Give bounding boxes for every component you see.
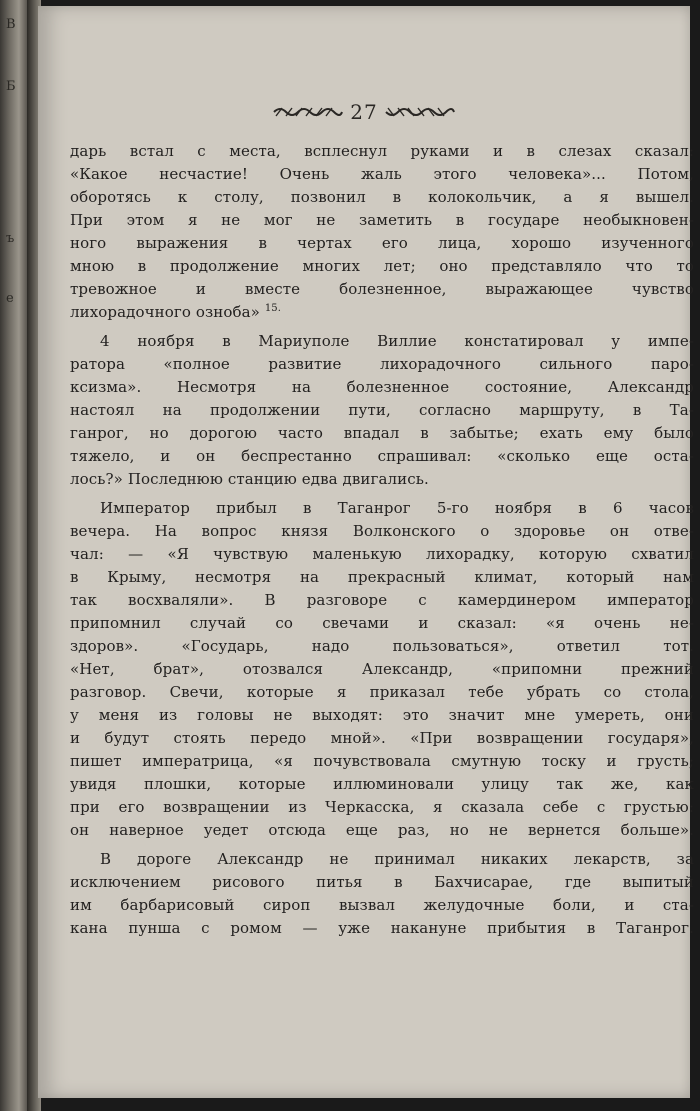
book-page — [38, 6, 694, 1098]
text-line: вечера. На вопрос князя Волконского о здоровье он отве- — [70, 522, 694, 540]
text-line: чал: — «Я чувствую маленькую лихорадку, которую схватил — [70, 545, 694, 563]
text-line: «Какое несчастие! Очень жаль этого человека»... Потом, — [70, 165, 694, 183]
text-line: В дороге Александр не принимал никаких лекарств, за — [100, 850, 694, 868]
text-line: ганрог, но дорогою часто впадал в забытье; ехать ему было — [70, 424, 694, 442]
adjacent-page-fragment: ъ — [6, 231, 15, 246]
text-line: у меня из головы не выходят: это значит мне умереть, они — [70, 706, 694, 724]
text-line: при его возвращении из Черкасска, я сказала себе с грустью: — [70, 798, 694, 816]
text-line: кана пунша с ромом — уже накануне прибытия в Таганрог. — [70, 919, 694, 937]
text-line — [70, 301, 694, 324]
page-body-text — [70, 140, 694, 940]
text-line: увидя плошки, которые иллюминовали улицу так же, как — [70, 775, 694, 793]
text-line: пишет императрица, «я почувствовала смутную тоску и грусть; — [70, 752, 694, 770]
adjacent-page-fragment: Б — [6, 79, 16, 94]
text-line: исключением рисового питья в Бахчисарае, где выпитый — [70, 873, 694, 891]
text-line: тяжело, и он беспрестанно спрашивал: «сколько еще оста- — [70, 447, 694, 465]
text-line: тревожное и вместе болезненное, выражающее чувство — [70, 280, 694, 298]
text-line: дарь встал с места, всплеснул руками и в слезах сказал: — [70, 142, 694, 160]
text-line: настоял на продолжении пути, согласно маршруту, в Та- — [70, 401, 694, 419]
right-ornament-icon — [384, 104, 456, 120]
adjacent-page-edge — [0, 0, 27, 1111]
text-line: ратора «полное развитие лихорадочного сильного паро- — [70, 355, 694, 373]
text-line: он наверное уедет отсюда еще раз, но не вернется больше». — [70, 821, 694, 839]
text-line: 4 ноября в Мариуполе Виллие констатировал у импе- — [100, 332, 694, 350]
text-line: Император прибыл в Таганрог 5-го ноября в 6 часов — [100, 499, 694, 517]
text-line: мною в продолжение многих лет; оно представляло что то — [70, 257, 694, 275]
text-line: им барбарисовый сироп вызвал желудочные боли, и ста- — [70, 896, 694, 914]
adjacent-page-fragment: В — [6, 17, 16, 32]
text-line-content: лихорадочного озноба» — [70, 303, 260, 321]
page-number: 27 — [350, 100, 378, 124]
text-line: здоров». «Государь, надо пользоваться», ответил тот. — [70, 637, 694, 655]
text-line: ксизма». Несмотря на болезненное состояние, Александр — [70, 378, 694, 396]
page-header — [38, 100, 690, 124]
adjacent-page-fragment: е — [6, 291, 14, 306]
text-line: оборотясь к столу, позвонил в колокольчик, а я вышел. — [70, 188, 694, 206]
text-line: лось?» Последнюю станцию едва двигались. — [70, 470, 429, 488]
text-line: в Крыму, несмотря на прекрасный климат, который нам — [70, 568, 694, 586]
text-line: разговор. Свечи, которые я приказал тебе убрать со стола, — [70, 683, 694, 701]
text-line: «Нет, брат», отозвался Александр, «припомни прежний — [70, 660, 694, 678]
left-ornament-icon — [272, 104, 344, 120]
text-line: и будут стоять передо мной». «При возвращении государя», — [70, 729, 694, 747]
footnote-marker: 15. — [264, 303, 282, 314]
text-line: так восхваляли». В разговоре с камердинером император — [70, 591, 694, 609]
text-line: При этом я не мог не заметить в государе необыкновен- — [70, 211, 694, 229]
text-line: ного выражения в чертах его лица, хорошо изученного — [70, 234, 694, 252]
text-line: припомнил случай со свечами и сказал: «я очень не- — [70, 614, 694, 632]
